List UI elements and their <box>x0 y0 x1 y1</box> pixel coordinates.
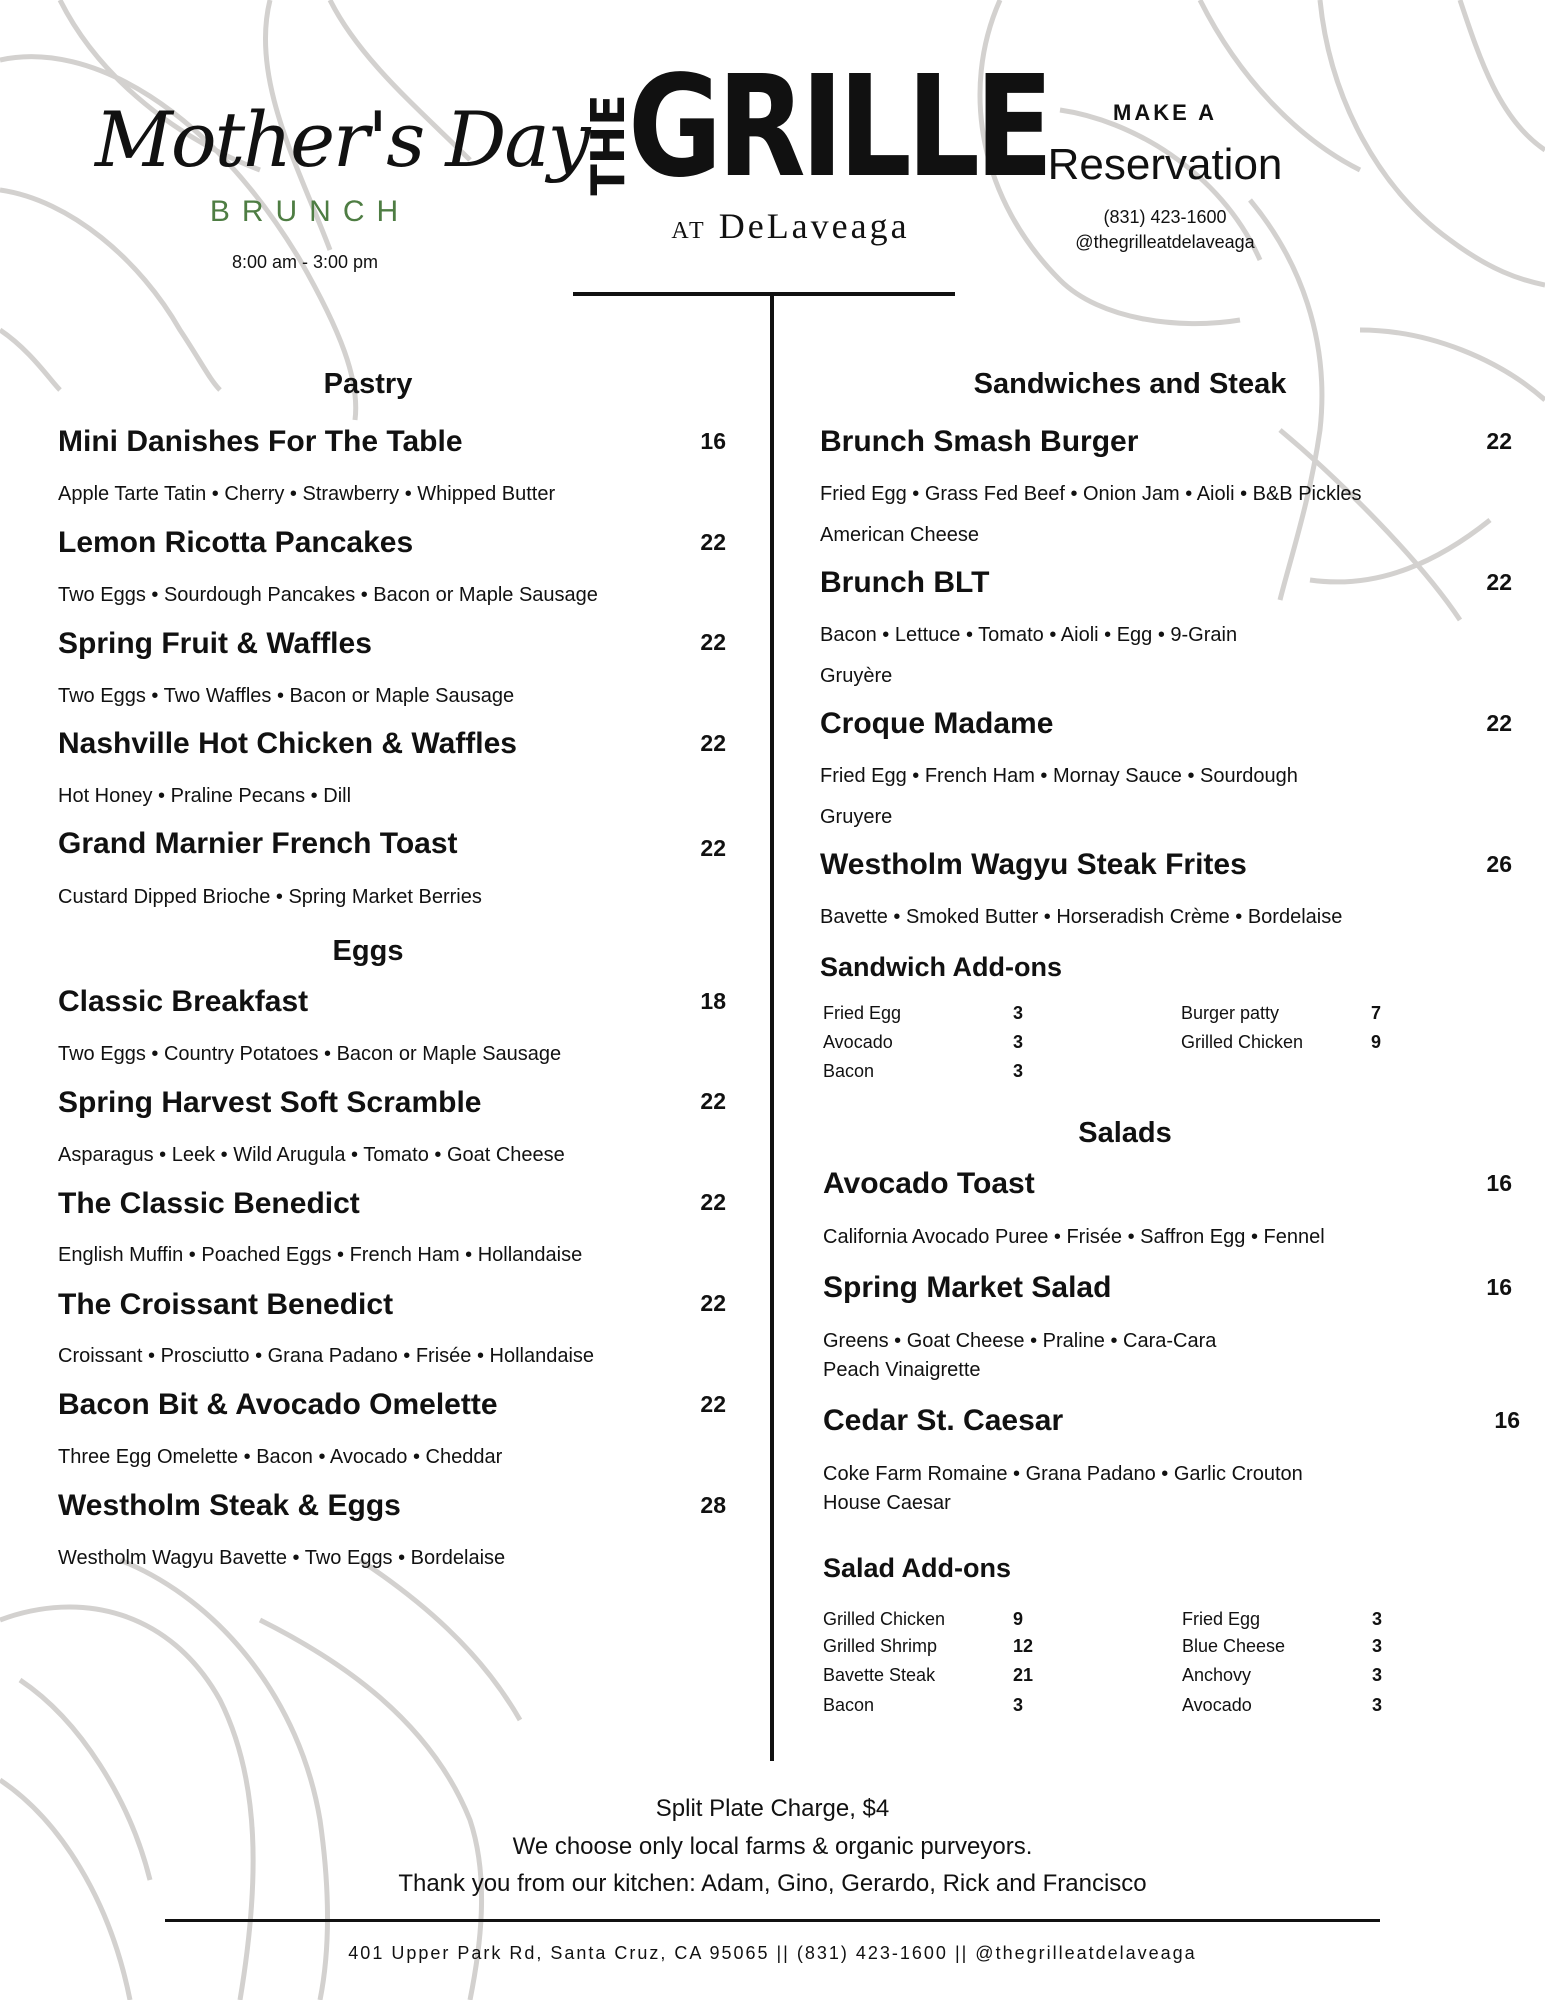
section-title-sandwiches: Sandwiches and Steak <box>973 368 1287 400</box>
menu-item-name: The Classic Benedict <box>58 1187 360 1220</box>
brunch-subtitle: BRUNCH <box>209 195 411 228</box>
menu-item-name: Avocado Toast <box>823 1167 1035 1200</box>
addon-price: 3 <box>1372 1665 1383 1685</box>
addon-price: 3 <box>1372 1636 1383 1656</box>
menu-item-name: Westholm Steak & Eggs <box>58 1489 401 1522</box>
addon-row <box>1181 1003 1391 1024</box>
menu-item-price: 22 <box>700 1290 726 1316</box>
addon-name: Fried Egg <box>1182 1609 1261 1629</box>
menu-item-price: 22 <box>700 835 726 861</box>
addon-price: 3 <box>1013 1032 1024 1052</box>
menu-item-desc: Bacon • Lettuce • Tomato • Aioli • Egg • 9-Grain <box>820 624 1238 646</box>
addon-row <box>1181 1032 1391 1053</box>
menu-item-name: Spring Market Salad <box>823 1271 1112 1304</box>
addon-row <box>823 1636 1033 1657</box>
addon-price: 12 <box>1013 1636 1034 1656</box>
addon-name: Fried Egg <box>823 1003 902 1023</box>
menu-item-price: 22 <box>700 730 726 756</box>
addon-name: Grilled Chicken <box>823 1609 946 1629</box>
addon-price: 7 <box>1371 1003 1382 1023</box>
menu-item-desc-line2: Gruyere <box>820 806 893 828</box>
menu-item-desc: Asparagus • Leek • Wild Arugula • Tomato • Goat Cheese <box>58 1144 565 1166</box>
menu-item-price: 26 <box>1486 851 1512 877</box>
addon-price: 3 <box>1372 1609 1383 1629</box>
addon-name: Burger patty <box>1181 1003 1280 1023</box>
menu-item-desc-line2: American Cheese <box>820 524 979 546</box>
footer-address: 401 Upper Park Rd, Santa Cruz, CA 95065 || (831) 423-1600 || @thegrilleatdelaveaga <box>348 1943 1197 1963</box>
logo-grille: GRILLE <box>628 46 1049 209</box>
menu-item-name: Classic Breakfast <box>58 985 309 1018</box>
menu-item-price: 16 <box>1486 1170 1512 1196</box>
addon-row <box>1182 1609 1392 1630</box>
menu-item-price: 28 <box>700 1492 726 1518</box>
menu-item-name: Croque Madame <box>820 707 1054 740</box>
menu-item-name: The Croissant Benedict <box>58 1288 394 1321</box>
menu-item-price: 22 <box>700 629 726 655</box>
menu-item-price: 22 <box>700 1189 726 1215</box>
mothers-day-title: Mother's Day <box>95 95 589 184</box>
menu-item-name: Spring Harvest Soft Scramble <box>58 1086 482 1119</box>
menu-item-name: Spring Fruit & Waffles <box>58 627 372 660</box>
addon-name: Avocado <box>823 1032 893 1052</box>
addon-name: Grilled Shrimp <box>823 1636 938 1656</box>
brunch-hours: 8:00 am - 3:00 pm <box>231 252 379 272</box>
menu-item-price: 16 <box>1494 1407 1520 1433</box>
section-title-pastry: Pastry <box>323 368 413 400</box>
section-title-eggs: Eggs <box>332 935 404 967</box>
addon-price: 3 <box>1372 1695 1383 1715</box>
menu-item-name: Westholm Wagyu Steak Frites <box>820 848 1247 881</box>
addon-name: Blue Cheese <box>1182 1636 1286 1656</box>
salad-addons-title: Salad Add-ons <box>823 1553 1012 1583</box>
menu-item-price: 22 <box>1486 428 1512 454</box>
addon-price: 3 <box>1013 1003 1024 1023</box>
addon-row <box>823 1061 1033 1082</box>
menu-item-desc: Westholm Wagyu Bavette • Two Eggs • Bordelaise <box>58 1547 506 1569</box>
menu-item-desc: Two Eggs • Sourdough Pancakes • Bacon or Maple Sausage <box>58 584 598 606</box>
menu-item-price: 22 <box>700 1088 726 1114</box>
menu-item-name: Cedar St. Caesar <box>823 1404 1064 1437</box>
menu-item-desc: Greens • Goat Cheese • Praline • Cara-Cara <box>823 1330 1217 1352</box>
menu-item-desc-line2: Peach Vinaigrette <box>823 1359 981 1381</box>
menu-item-price: 18 <box>700 988 726 1014</box>
addon-price: 9 <box>1371 1032 1382 1052</box>
addon-price: 3 <box>1013 1695 1024 1715</box>
menu-item-desc-line2: House Caesar <box>823 1492 951 1514</box>
column-divider <box>770 296 774 1761</box>
menu-item-name: Bacon Bit & Avocado Omelette <box>58 1388 498 1421</box>
addon-row <box>823 1609 1033 1630</box>
menu-item-price: 22 <box>700 529 726 555</box>
kitchen-thanks: Thank you from our kitchen: Adam, Gino, Gerardo, Rick and Francisco <box>398 1870 1147 1897</box>
menu-item-price: 22 <box>1486 710 1512 736</box>
addon-row <box>823 1695 1033 1716</box>
logo-the: THE <box>581 94 635 196</box>
local-farms-note: We choose only local farms & organic purveyors. <box>512 1833 1033 1860</box>
addon-name: Bavette Steak <box>823 1665 936 1685</box>
addon-row <box>823 1665 1033 1686</box>
menu-item-desc: Bavette • Smoked Butter • Horseradish Crème • Bordelaise <box>820 906 1343 928</box>
sandwich-addons-title: Sandwich Add-ons <box>820 952 1062 982</box>
addon-row <box>1182 1636 1392 1657</box>
split-plate-charge: Split Plate Charge, $4 <box>655 1795 890 1822</box>
logo-at: AT <box>671 218 707 244</box>
addon-row <box>823 1032 1033 1053</box>
addon-row <box>823 1003 1033 1024</box>
menu-item-price: 16 <box>1486 1274 1512 1300</box>
addon-row <box>1182 1665 1392 1686</box>
menu-item-name: Brunch BLT <box>820 566 990 599</box>
addon-price: 3 <box>1013 1061 1024 1081</box>
addon-row <box>1182 1695 1392 1716</box>
menu-item-desc: Fried Egg • Grass Fed Beef • Onion Jam • Aioli • B&B Pickles <box>820 483 1362 505</box>
section-title-salads: Salads <box>1078 1117 1172 1149</box>
addon-name: Avocado <box>1182 1695 1252 1715</box>
menu-item-desc: Coke Farm Romaine • Grana Padano • Garlic Crouton <box>823 1463 1303 1485</box>
menu-item-desc: Custard Dipped Brioche • Spring Market Berries <box>58 886 482 908</box>
menu-item-name: Grand Marnier French Toast <box>58 827 458 860</box>
addon-price: 21 <box>1013 1665 1034 1685</box>
menu-item-name: Lemon Ricotta Pancakes <box>58 526 414 559</box>
menu-item-price: 16 <box>700 428 726 454</box>
menu-item-desc: English Muffin • Poached Eggs • French Ham • Hollandaise <box>58 1244 583 1266</box>
menu-item-desc: Hot Honey • Praline Pecans • Dill <box>58 785 352 807</box>
addon-name: Grilled Chicken <box>1181 1032 1304 1052</box>
addon-name: Bacon <box>823 1695 875 1715</box>
menu-item-name: Mini Danishes For The Table <box>58 425 463 458</box>
menu-item-desc: Three Egg Omelette • Bacon • Avocado • Cheddar <box>58 1446 503 1468</box>
menu-item-desc: Croissant • Prosciutto • Grana Padano • Frisée • Hollandaise <box>58 1345 595 1367</box>
menu-item-desc: Fried Egg • French Ham • Mornay Sauce • Sourdough <box>820 765 1298 787</box>
reservation-phone[interactable]: (831) 423-1600 <box>1103 207 1227 227</box>
menu-item-desc-line2: Gruyère <box>820 665 893 687</box>
header-divider <box>573 292 955 296</box>
logo-place: DeLaveaga <box>718 206 910 246</box>
menu-item-name: Brunch Smash Burger <box>820 425 1139 458</box>
reservation-heading: Reservation <box>1047 140 1283 189</box>
menu-item-price: 22 <box>1486 569 1512 595</box>
reservation-handle[interactable]: @thegrilleatdelaveaga <box>1075 232 1255 252</box>
footer-divider <box>165 1919 1380 1922</box>
menu-item-desc: Two Eggs • Country Potatoes • Bacon or Maple Sausage <box>58 1043 562 1065</box>
menu-item-price: 22 <box>700 1391 726 1417</box>
menu-item-desc: Two Eggs • Two Waffles • Bacon or Maple Sausage <box>58 685 515 707</box>
menu-item-desc: Apple Tarte Tatin • Cherry • Strawberry • Whipped Butter <box>58 483 556 505</box>
addon-name: Bacon <box>823 1061 875 1081</box>
logo-subtitle <box>628 205 953 247</box>
make-a-label: MAKE A <box>1113 100 1217 125</box>
menu-item-name: Nashville Hot Chicken & Waffles <box>58 727 517 760</box>
addon-price: 9 <box>1013 1609 1024 1629</box>
menu-item-desc: California Avocado Puree • Frisée • Saffron Egg • Fennel <box>823 1226 1325 1248</box>
addon-name: Anchovy <box>1182 1665 1252 1685</box>
